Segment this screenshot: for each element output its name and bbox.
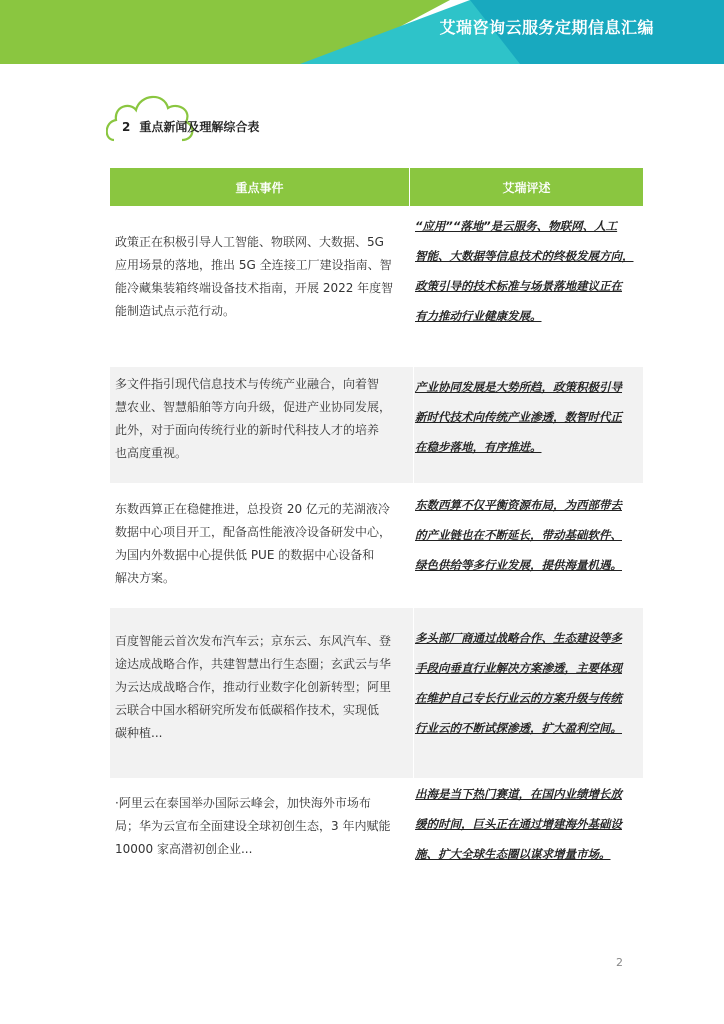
header-banner — [0, 0, 724, 64]
section-number: 2 — [122, 120, 131, 134]
event-line: 也高度重视。 — [115, 446, 188, 460]
event-line: 云联合中国水稻研究所发布低碳稻作技术，实现低 — [115, 703, 380, 717]
comment-line: 行业云的不断试探渗透，扩大盈利空间。 — [415, 721, 622, 735]
comment-line: “应用”“落地”是云服务、物联网、人工 — [415, 219, 618, 233]
column-header-comment: 艾瑞评述 — [502, 180, 551, 195]
event-cell — [115, 373, 405, 465]
table-row — [110, 367, 643, 483]
comment-cell — [415, 210, 643, 330]
event-cell — [115, 498, 405, 590]
section-title-text: 重点新闻及理解综合表 — [139, 120, 260, 134]
cloud-icon — [106, 84, 196, 146]
event-line: 百度智能云首次发布汽车云；京东云、东风汽车、登 — [115, 634, 392, 648]
news-table — [110, 168, 643, 861]
comment-line: 智能、大数据等信息技术的终极发展方向， — [415, 249, 634, 263]
comment-line: 政策引导的技术标准与场景落地建议正在 — [415, 279, 622, 293]
event-cell — [115, 231, 405, 323]
comment-line: 新时代技术向传统产业渗透，数智时代正 — [415, 410, 622, 424]
table-row — [110, 778, 643, 898]
comment-cell — [415, 622, 643, 742]
section-title — [122, 118, 259, 135]
comment-line: 多头部厂商通过战略合作、生态建设等多 — [415, 631, 622, 645]
comment-line: 东数西算不仅平衡资源布局，为西部带去 — [415, 498, 622, 512]
event-line: 能制造试点示范行动。 — [115, 304, 236, 318]
comment-line: 在维护自己专长行业云的方案升级与传统 — [415, 691, 622, 705]
event-line: 10000 家高潜初创企业... — [115, 842, 253, 856]
event-line: 为云达成战略合作，推动行业数字化创新转型；阿里 — [115, 680, 392, 694]
column-header-event: 重点事件 — [110, 168, 410, 206]
event-line: 此外，对于面向传统行业的新时代科技人才的培养 — [115, 423, 380, 437]
event-line: 东数西算正在稳健推进，总投资 20 亿元的芜湖液冷 — [115, 502, 390, 516]
event-line: 政策正在积极引导人工智能、物联网、大数据、5G — [115, 235, 384, 249]
table-row — [110, 483, 643, 608]
table-row — [110, 608, 643, 778]
event-line: ·阿里云在泰国举办国际云峰会，加快海外市场布 — [115, 796, 371, 810]
comment-line: 缓的时间，巨头正在通过增建海外基础设 — [415, 817, 622, 831]
event-line: 应用场景的落地，推出 5G 全连接工厂建设指南、智 — [115, 258, 392, 272]
event-line: 数据中心项目开工，配备高性能液冷设备研发中心， — [115, 525, 392, 539]
column-divider — [413, 367, 414, 483]
comment-line: 施、扩大全球生态圈以谋求增量市场。 — [415, 847, 611, 861]
comment-cell — [415, 371, 643, 461]
table-header — [110, 168, 643, 206]
page-number: 2 — [616, 956, 623, 969]
event-line: 多文件指引现代信息技术与传统产业融合，向着智 — [115, 377, 380, 391]
comment-cell — [415, 489, 643, 579]
comment-line: 的产业链也在不断延长，带动基础软件、 — [415, 528, 622, 542]
event-line: 为国内外数据中心提供低 PUE 的数据中心设备和 — [115, 548, 375, 562]
comment-line: 有力推动行业健康发展。 — [415, 309, 542, 323]
event-line: 局；华为云宣布全面建设全球初创生态，3 年内赋能 — [115, 819, 391, 833]
comment-line: 在稳步落地，有序推进。 — [415, 440, 542, 454]
column-divider — [413, 608, 414, 778]
event-line: 解决方案。 — [115, 571, 176, 585]
comment-line: 绿色供给等多行业发展，提供海量机遇。 — [415, 558, 622, 572]
comment-line: 产业协同发展是大势所趋，政策积极引导 — [415, 380, 622, 394]
event-line: 能冷藏集装箱终端设备技术指南，开展 2022 年度智 — [115, 281, 394, 295]
event-line: 碳种植... — [115, 726, 163, 740]
table-row — [110, 206, 643, 383]
comment-line: 出海是当下热门赛道，在国内业绩增长放 — [415, 787, 622, 801]
event-line: 途达成战略合作，共建智慧出行生态圈；玄武云与华 — [115, 657, 392, 671]
event-cell — [115, 630, 405, 745]
document-title: 艾瑞咨询云服务定期信息汇编 — [439, 18, 654, 37]
comment-cell — [415, 778, 643, 868]
event-cell — [115, 792, 405, 861]
comment-line: 手段向垂直行业解决方案渗透，主要体现 — [415, 661, 622, 675]
event-line: 慧农业、智慧船舶等方向升级，促进产业协同发展， — [115, 400, 392, 414]
